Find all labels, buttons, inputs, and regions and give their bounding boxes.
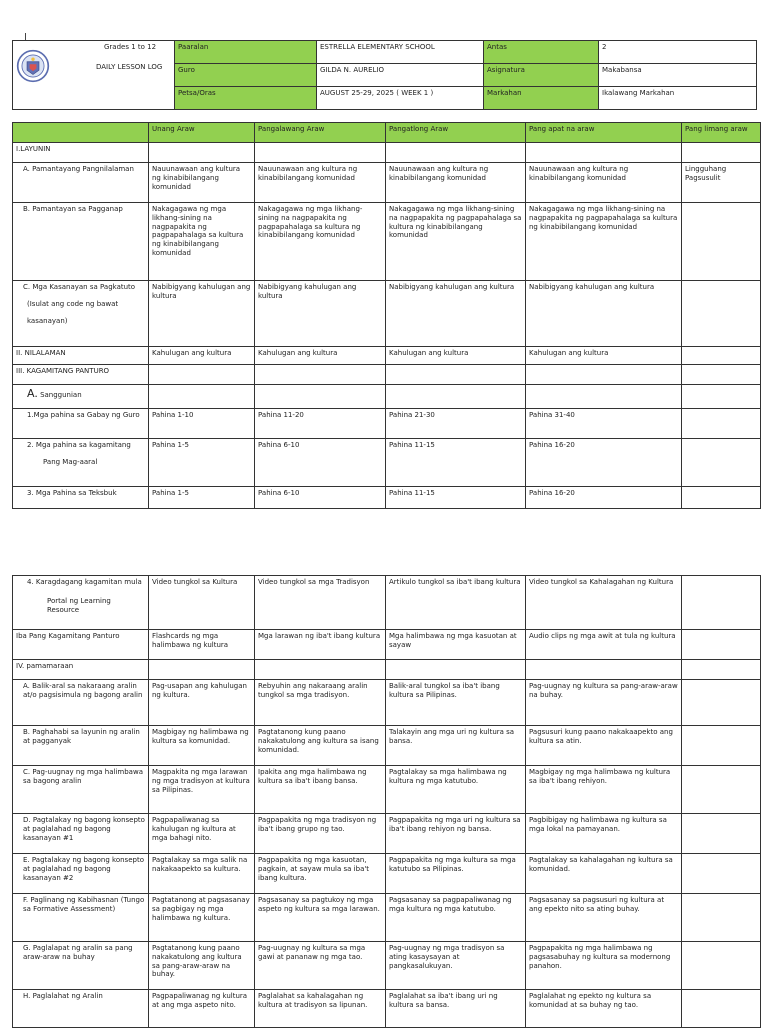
pahina-kagamitang: 2. Mga pahina sa kagamitang bbox=[27, 441, 131, 449]
table-cell: Pagpapaliwanag ng kultura at ang mga aspeto nito. bbox=[149, 990, 255, 1028]
table-cell: Kahulugan ang kultura bbox=[526, 347, 682, 365]
school-value: ESTRELLA ELEMENTARY SCHOOL bbox=[317, 41, 484, 64]
table-cell: Pahina 21-30 bbox=[386, 409, 526, 439]
corner-cell bbox=[13, 123, 149, 143]
table-cell bbox=[682, 680, 761, 726]
kasanayan-note: (Isulat ang code ng bawat bbox=[27, 299, 119, 308]
row-label-kasanayan bbox=[13, 281, 149, 347]
table-row bbox=[13, 630, 761, 660]
table-cell: Pagsasanay sa pagsusuri ng kultura at ang epekto nito sa ating buhay. bbox=[526, 894, 682, 942]
table-cell: Pagpapakita ng mga halimbawa ng pagsasabuhay ng kultura sa modernong panahon. bbox=[526, 942, 682, 990]
subject-label: Asignatura bbox=[484, 64, 599, 87]
table-cell: Video tungkol sa Kahalagahan ng Kultura bbox=[526, 576, 682, 630]
table-cell bbox=[526, 660, 682, 680]
row-label: B. Pamantayan sa Pagganap bbox=[13, 203, 149, 281]
row-label: B. Paghahabi sa layunin ng aralin at pagganyak bbox=[13, 726, 149, 766]
table-cell: Balik-aral tungkol sa iba't ibang kultura sa Pilipinas. bbox=[386, 680, 526, 726]
table-cell bbox=[682, 942, 761, 990]
section-pamamaraan: IV. pamamaraan bbox=[13, 660, 149, 680]
table-cell bbox=[682, 385, 761, 409]
table-cell bbox=[526, 385, 682, 409]
table-cell: Pag-usapan ang kahulugan ng kultura. bbox=[149, 680, 255, 726]
table-cell: Nabibigyang kahulugan ang kultura bbox=[526, 281, 682, 347]
day-header: Unang Araw bbox=[149, 123, 255, 143]
table-cell bbox=[386, 660, 526, 680]
table-cell bbox=[386, 143, 526, 163]
day-header: Pang apat na araw bbox=[526, 123, 682, 143]
table-cell: Mga halimbawa ng mga kasuotan at sayaw bbox=[386, 630, 526, 660]
table-cell: Pagpapakita ng mga kasuotan, pagkain, at sayaw mula sa iba't ibang kultura. bbox=[255, 854, 386, 894]
row-label: D. Pagtalakay ng bagong konsepto at paglalahad ng bagong kasanayan #1 bbox=[13, 814, 149, 854]
row-label: 1.Mga pahina sa Gabay ng Guro bbox=[13, 409, 149, 439]
table-row bbox=[13, 894, 761, 942]
table-cell: Nauunawaan ang kultura ng kinabibilangang komunidad bbox=[255, 163, 386, 203]
table-cell: Pagtalakay sa mga salik na nakakaapekto sa kultura. bbox=[149, 854, 255, 894]
table-row bbox=[13, 385, 761, 409]
table-row bbox=[13, 163, 761, 203]
table-row bbox=[13, 365, 761, 385]
table-row bbox=[13, 281, 761, 347]
table-cell: Pagsasanay sa pagpapaliwanag ng mga kultura ng mga katutubo. bbox=[386, 894, 526, 942]
teacher-label: Guro bbox=[175, 64, 317, 87]
table-cell: Mga larawan ng iba't ibang kultura bbox=[255, 630, 386, 660]
table-cell: Magbigay ng halimbawa ng kultura sa komunidad. bbox=[149, 726, 255, 766]
subject-value: Makabansa bbox=[599, 64, 757, 87]
table-cell: Nakagagawa ng mga likhang-sining na nagpapakita ng pagpapahalaga sa kultura ng kinabibilangang komunidad bbox=[149, 203, 255, 281]
table-cell: Audio clips ng mga awit at tula ng kultura bbox=[526, 630, 682, 660]
section-kagamitang: III. KAGAMITANG PANTURO bbox=[13, 365, 149, 385]
table-cell: Pagpapaliwanag sa kahulugan ng kultura at mga bahagi nito. bbox=[149, 814, 255, 854]
table-cell: Pahina 16-20 bbox=[526, 439, 682, 487]
table-cell: Pag-uugnay ng kultura sa pang-araw-araw na buhay. bbox=[526, 680, 682, 726]
table-cell: Pahina 6-10 bbox=[255, 439, 386, 487]
table-cell: Pagbibigay ng halimbawa ng kultura sa mga lokal na pamayanan. bbox=[526, 814, 682, 854]
sanggunian-letter: A. bbox=[27, 387, 38, 400]
table-cell: Video tungkol sa Kultura bbox=[149, 576, 255, 630]
logo-cell bbox=[13, 41, 175, 110]
table-cell: Pagpapakita ng mga tradisyon ng iba't ibang grupo ng tao. bbox=[255, 814, 386, 854]
table-cell: Nauunawaan ang kultura ng kinabibilangang komunidad bbox=[386, 163, 526, 203]
table-cell bbox=[149, 365, 255, 385]
table-cell: Pahina 31-40 bbox=[526, 409, 682, 439]
table-cell: Magbigay ng mga halimbawa ng kultura sa iba't ibang rehiyon. bbox=[526, 766, 682, 814]
table-row bbox=[13, 347, 761, 365]
table-cell bbox=[682, 990, 761, 1028]
date-value: AUGUST 25-29, 2025 ( WEEK 1 ) bbox=[317, 87, 484, 110]
table-cell: Pagtalakay sa mga halimbawa ng kultura ng mga katutubo. bbox=[386, 766, 526, 814]
table-cell bbox=[682, 365, 761, 385]
table-cell bbox=[682, 409, 761, 439]
grade-label: Antas bbox=[484, 41, 599, 64]
table-cell bbox=[682, 726, 761, 766]
sanggunian-text: Sanggunian bbox=[40, 391, 82, 399]
table-cell: Pag-uugnay ng kultura sa mga gawi at pananaw ng mga tao. bbox=[255, 942, 386, 990]
table-row bbox=[13, 814, 761, 854]
row-label: E. Pagtalakay ng bagong konsepto at paglalahad ng bagong kasanayan #2 bbox=[13, 854, 149, 894]
table-cell: Pagtalakay sa kahalagahan ng kultura sa komunidad. bbox=[526, 854, 682, 894]
table-cell bbox=[682, 766, 761, 814]
table-cell: Flashcards ng mga halimbawa ng kultura bbox=[149, 630, 255, 660]
pang-mag-aaral: Pang Mag-aaral bbox=[43, 457, 98, 466]
row-label: A. Pamantayang Pangnilalaman bbox=[13, 163, 149, 203]
day-header: Pang limang araw bbox=[682, 123, 761, 143]
table-cell: Pagtatanong kung paano nakakatulong ang kultura sa isang komunidad. bbox=[255, 726, 386, 766]
table-cell: Pahina 11-20 bbox=[255, 409, 386, 439]
table-cell bbox=[386, 365, 526, 385]
table-row bbox=[13, 660, 761, 680]
day-header: Pangatlong Araw bbox=[386, 123, 526, 143]
section-nilalaman: II. NILALAMAN bbox=[13, 347, 149, 365]
section-layunin: I.LAYUNIN bbox=[13, 143, 149, 163]
kasanayan-note: kasanayan) bbox=[27, 316, 68, 325]
table-cell: Ipakita ang mga halimbawa ng kultura sa iba't ibang bansa. bbox=[255, 766, 386, 814]
table-cell: Pagsusuri kung paano nakakaapekto ang kultura sa atin. bbox=[526, 726, 682, 766]
row-label: G. Paglalapat ng aralin sa pang araw-araw na buhay bbox=[13, 942, 149, 990]
day-header-row bbox=[13, 123, 761, 143]
table-cell bbox=[682, 203, 761, 281]
table-cell: Nabibigyang kahulugan ang kultura bbox=[386, 281, 526, 347]
table-cell: Nabibigyang kahulugan ang kultura bbox=[255, 281, 386, 347]
table-cell: Lingguhang Pagsusulit bbox=[682, 163, 761, 203]
table-row bbox=[13, 143, 761, 163]
grade-value: 2 bbox=[599, 41, 757, 64]
table-cell bbox=[526, 365, 682, 385]
table-cell bbox=[682, 814, 761, 854]
table-cell: Kahulugan ang kultura bbox=[255, 347, 386, 365]
header-table bbox=[12, 40, 757, 110]
row-label: 3. Mga Pahina sa Teksbuk bbox=[13, 487, 149, 509]
table-cell bbox=[149, 385, 255, 409]
table-cell: Pahina 11-15 bbox=[386, 439, 526, 487]
row-label: F. Paglinang ng Kabihasnan (Tungo sa Formative Assessment) bbox=[13, 894, 149, 942]
table-cell: Kahulugan ang kultura bbox=[386, 347, 526, 365]
table-cell bbox=[149, 143, 255, 163]
table-cell: Pahina 1-10 bbox=[149, 409, 255, 439]
table-cell bbox=[682, 630, 761, 660]
table-cell: Nakagagawa ng mga likhang-sining na nagpapakita ng pagpapahalaga sa kultura ng kinabibilangang komunidad bbox=[526, 203, 682, 281]
table-cell: Pahina 16-20 bbox=[526, 487, 682, 509]
karagdagang-label: 4. Karagdagang kagamitan mula bbox=[27, 578, 142, 586]
table-row bbox=[13, 487, 761, 509]
table-row bbox=[13, 726, 761, 766]
table-cell bbox=[682, 487, 761, 509]
table-cell: Pahina 1-5 bbox=[149, 487, 255, 509]
table-cell bbox=[255, 385, 386, 409]
table-cell bbox=[682, 143, 761, 163]
row-label: A. Balik-aral sa nakaraang aralin at/o pagsisimula ng bagong aralin bbox=[13, 680, 149, 726]
table-cell: Paglalahat sa kahalagahan ng kultura at tradisyon sa lipunan. bbox=[255, 990, 386, 1028]
log-title: DAILY LESSON LOG bbox=[96, 63, 163, 71]
table-row bbox=[13, 766, 761, 814]
row-label: Iba Pang Kagamitang Panturo bbox=[13, 630, 149, 660]
table-cell: Nauunawaan ang kultura ng kinabibilangang komunidad bbox=[149, 163, 255, 203]
grades-label: Grades 1 to 12 bbox=[104, 43, 157, 51]
table-cell: Pagtatanong at pagsasanay sa pagbigay ng mga halimbawa ng kultura. bbox=[149, 894, 255, 942]
table-cell bbox=[682, 347, 761, 365]
table-cell: Artikulo tungkol sa iba't ibang kultura bbox=[386, 576, 526, 630]
table-row bbox=[13, 409, 761, 439]
table-row bbox=[13, 854, 761, 894]
table-cell: Paglalahat ng epekto ng kultura sa komunidad at sa buhay ng tao. bbox=[526, 990, 682, 1028]
quarter-label: Markahan bbox=[484, 87, 599, 110]
portal-label: Portal ng Learning Resource bbox=[47, 596, 111, 614]
table-row bbox=[13, 439, 761, 487]
table-cell: Talakayin ang mga uri ng kultura sa bansa. bbox=[386, 726, 526, 766]
table-cell bbox=[255, 143, 386, 163]
table-row bbox=[13, 942, 761, 990]
quarter-value: Ikalawang Markahan bbox=[599, 87, 757, 110]
table-cell: Pahina 11-15 bbox=[386, 487, 526, 509]
day-header: Pangalawang Araw bbox=[255, 123, 386, 143]
teacher-value: GILDA N. AURELIO bbox=[317, 64, 484, 87]
table-row bbox=[13, 576, 761, 630]
table-cell: Nakagagawa ng mga likhang-sining na nagpapakita ng pagpapahalaga sa kultura ng kinabibilangang komunidad bbox=[386, 203, 526, 281]
table-cell: Pagsasanay sa pagtukoy ng mga aspeto ng kultura sa mga larawan. bbox=[255, 894, 386, 942]
date-label: Petsa/Oras bbox=[175, 87, 317, 110]
table-cell: Pahina 6-10 bbox=[255, 487, 386, 509]
row-label-kagamitang bbox=[13, 439, 149, 487]
table-cell bbox=[682, 660, 761, 680]
row-label-karagdagang bbox=[13, 576, 149, 630]
table-cell: Magpakita ng mga larawan ng mga tradisyon at kultura sa Pilipinas. bbox=[149, 766, 255, 814]
table-cell: Nabibigyang kahulugan ang kultura bbox=[149, 281, 255, 347]
school-label: Paaralan bbox=[175, 41, 317, 64]
row-label: C. Pag-uugnay ng mga halimbawa sa bagong aralin bbox=[13, 766, 149, 814]
lesson-table-part2 bbox=[12, 575, 761, 1028]
deped-seal-icon bbox=[16, 49, 50, 83]
table-cell bbox=[682, 281, 761, 347]
table-cell: Pagpapakita ng mga kultura sa mga katutubo sa Pilipinas. bbox=[386, 854, 526, 894]
table-cell bbox=[682, 854, 761, 894]
table-cell: Pagpapakita ng mga uri ng kultura sa iba't ibang rehiyon ng bansa. bbox=[386, 814, 526, 854]
table-row bbox=[13, 203, 761, 281]
table-cell bbox=[682, 439, 761, 487]
table-cell bbox=[386, 385, 526, 409]
table-cell bbox=[682, 576, 761, 630]
lesson-table-part1 bbox=[12, 122, 761, 509]
table-row bbox=[13, 990, 761, 1028]
table-cell: Pahina 1-5 bbox=[149, 439, 255, 487]
table-cell: Rebyuhin ang nakaraang aralin tungkol sa mga tradisyon. bbox=[255, 680, 386, 726]
table-cell: Nakagagawa ng mga likhang-sining na nagpapakita ng pagpapahalaga sa kultura ng kinabibilangang komunidad bbox=[255, 203, 386, 281]
table-cell bbox=[149, 660, 255, 680]
table-row bbox=[13, 680, 761, 726]
sanggunian-label bbox=[13, 385, 149, 409]
table-cell bbox=[255, 365, 386, 385]
kasanayan-title: C. Mga Kasanayan sa Pagkatuto bbox=[23, 283, 136, 291]
table-cell: Nauunawaan ang kultura ng kinabibilangang komunidad bbox=[526, 163, 682, 203]
table-cell: Pagtatanong kung paano nakakatulong ang kultura sa pang-araw-araw na buhay. bbox=[149, 942, 255, 990]
table-cell bbox=[682, 894, 761, 942]
table-cell: Pag-uugnay ng mga tradisyon sa ating kasaysayan at pangkasalukuyan. bbox=[386, 942, 526, 990]
table-cell bbox=[526, 143, 682, 163]
table-cell: Video tungkol sa mga Tradisyon bbox=[255, 576, 386, 630]
table-cell: Kahulugan ang kultura bbox=[149, 347, 255, 365]
table-cell bbox=[255, 660, 386, 680]
table-cell: Paglalahat sa iba't ibang uri ng kultura sa bansa. bbox=[386, 990, 526, 1028]
row-label: H. Paglalahat ng Aralin bbox=[13, 990, 149, 1028]
